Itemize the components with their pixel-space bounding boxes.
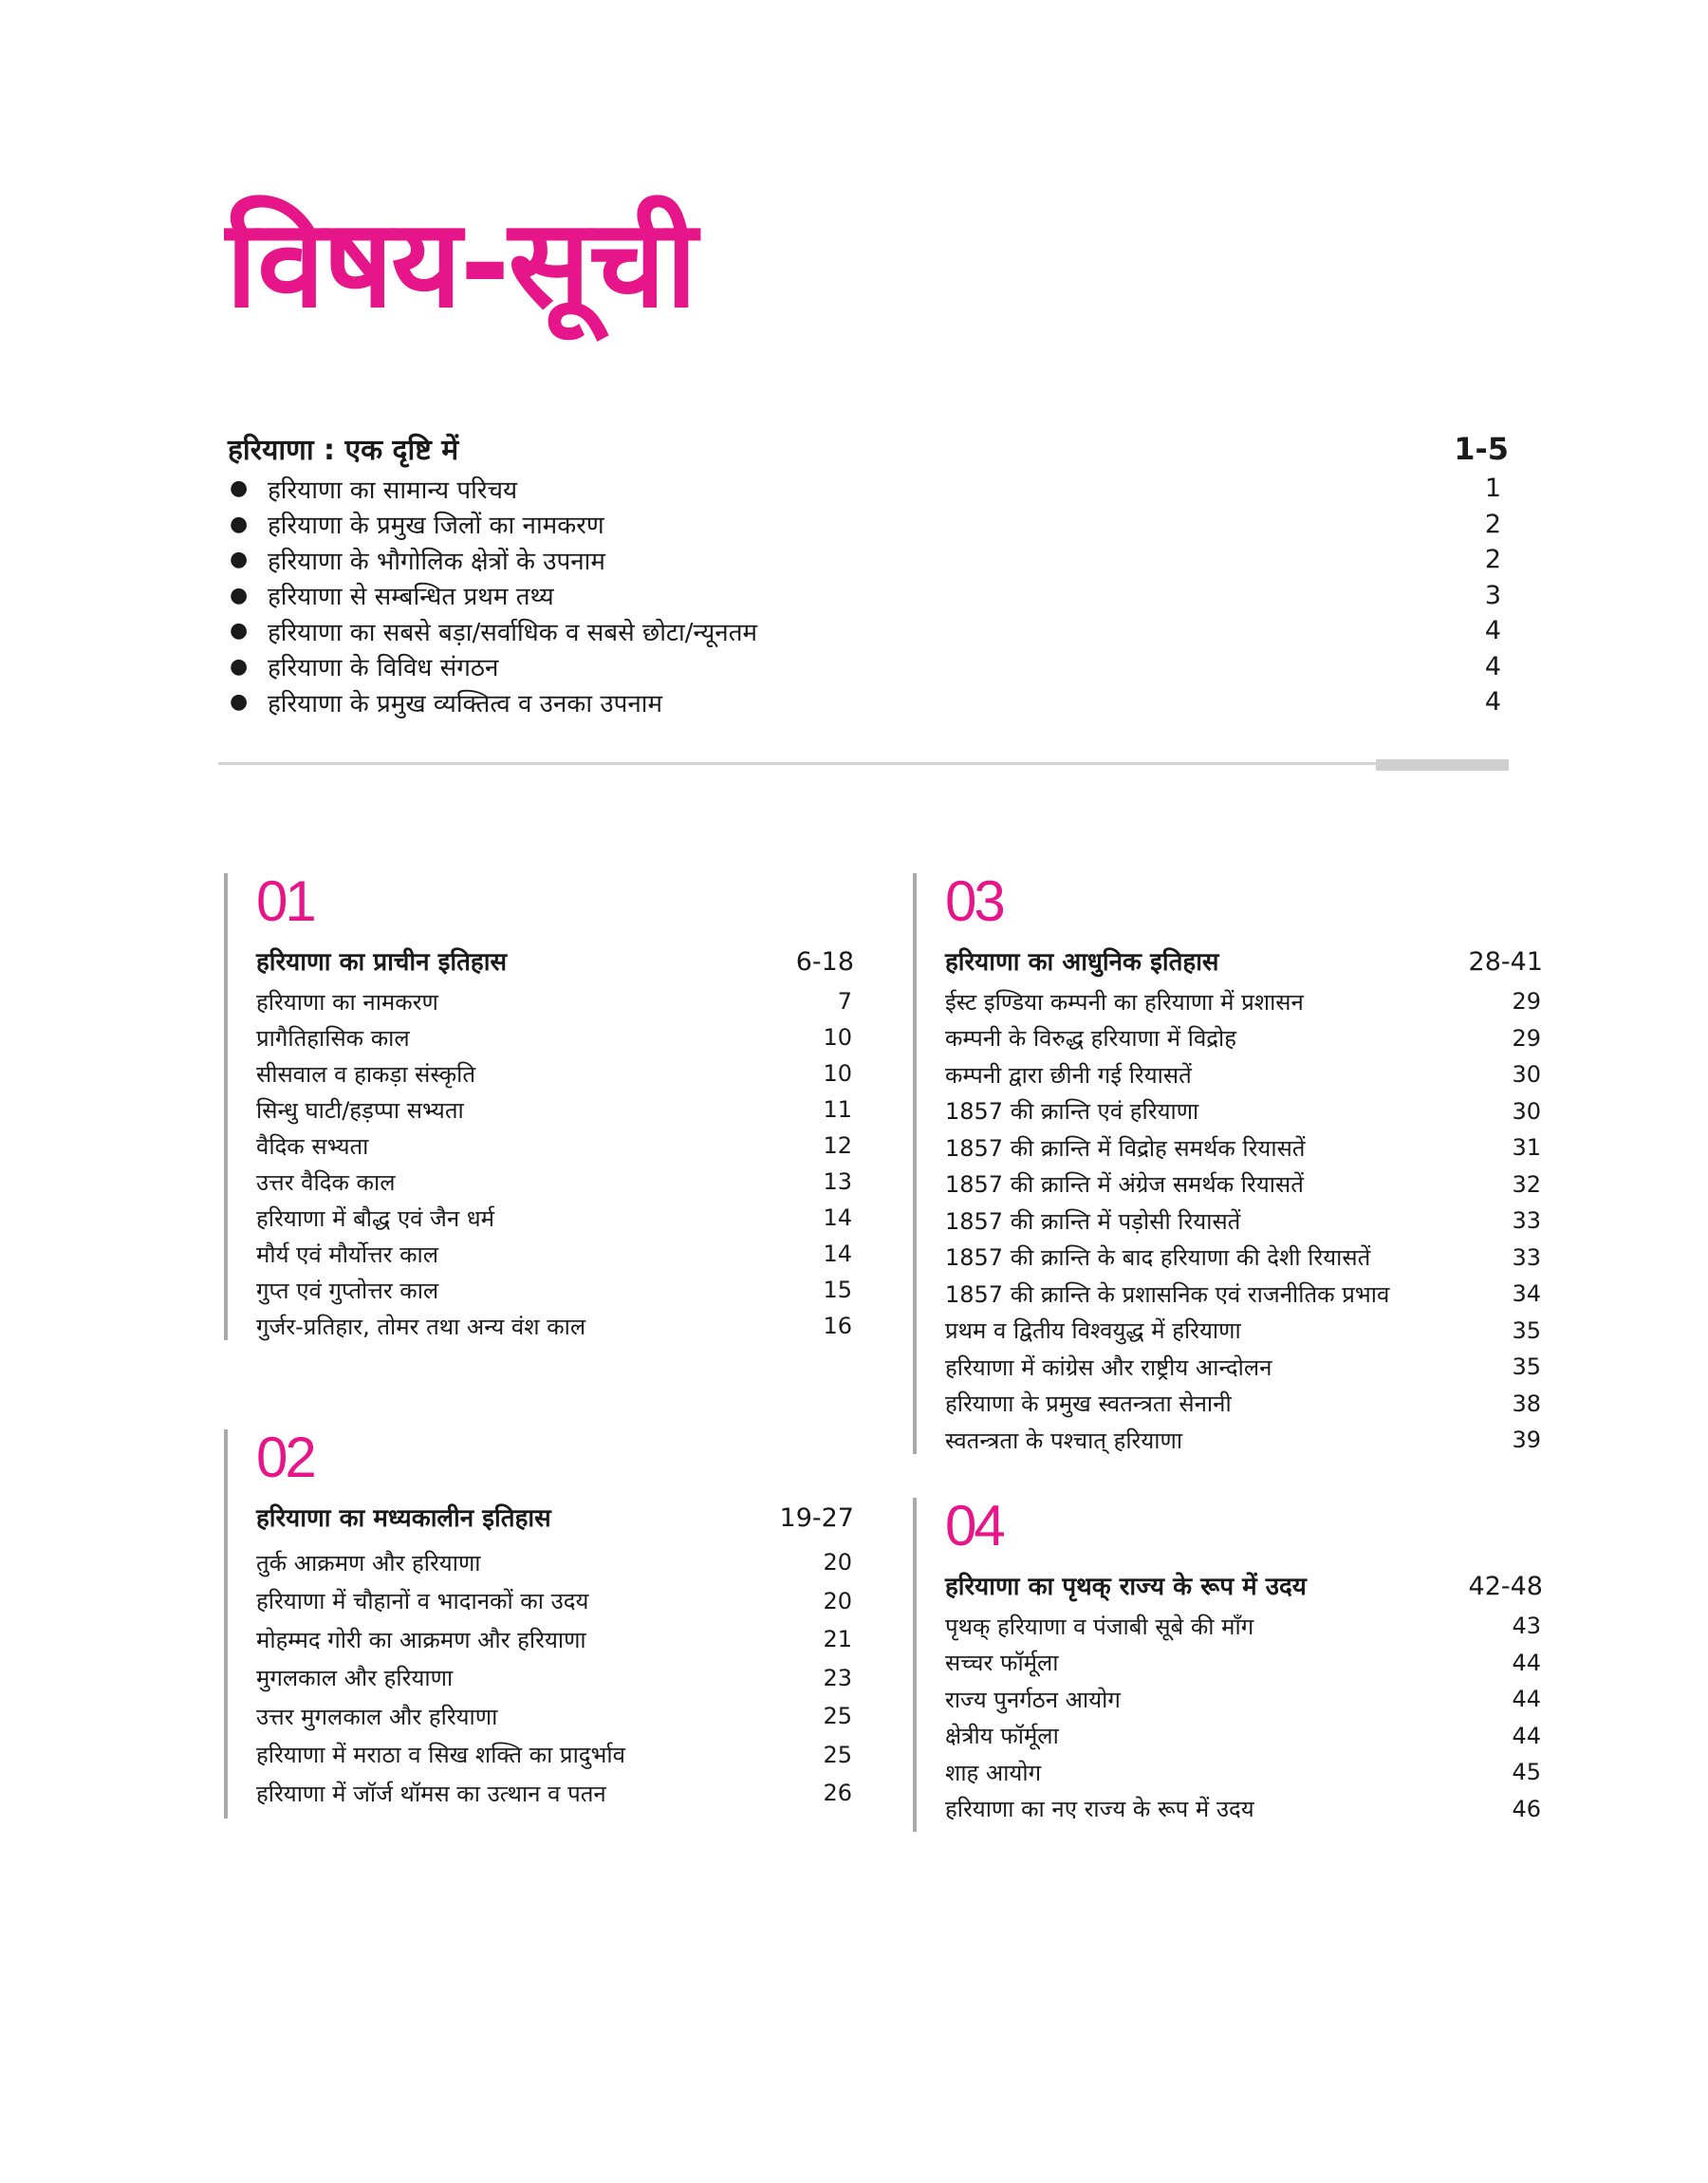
chapter-title: हरियाणा का आधुनिक इतिहास [945, 948, 1219, 977]
chapter-number: 04 [945, 1494, 1003, 1558]
toc-entry-page: 10 [823, 1060, 852, 1087]
toc-entry[interactable] [256, 1164, 854, 1200]
chapter-number: 03 [945, 869, 1003, 933]
chapter-header[interactable] [256, 1500, 854, 1534]
toc-entry-page: 33 [1512, 1207, 1541, 1235]
toc-entry[interactable] [228, 471, 1509, 507]
toc-entry-page: 16 [823, 1313, 852, 1339]
overview-block [228, 429, 1509, 720]
toc-entry[interactable] [256, 1128, 854, 1164]
toc-entry-label: 1857 की क्रान्ति एवं हरियाणा [945, 1098, 1199, 1126]
toc-entry-page: 46 [1512, 1795, 1541, 1822]
toc-entry[interactable] [256, 1736, 854, 1775]
toc-entry[interactable] [256, 1019, 854, 1055]
chapter-pages: 42-48 [1468, 1572, 1543, 1601]
toc-entry-page: 38 [1512, 1390, 1541, 1417]
toc-entry-label: मुगलकाल और हरियाणा [256, 1665, 454, 1692]
toc-entry-label: मोहम्मद गोरी का आक्रमण और हरियाणा [256, 1626, 586, 1653]
toc-entry[interactable] [228, 578, 1509, 614]
toc-entry[interactable] [945, 1240, 1543, 1277]
toc-entry-page: 2 [1484, 545, 1501, 575]
toc-entry-page: 21 [823, 1626, 852, 1653]
toc-entry[interactable] [228, 507, 1509, 543]
toc-entry[interactable] [945, 1422, 1543, 1459]
toc-entry-label: प्रथम व द्वितीय विश्वयुद्ध में हरियाणा [945, 1317, 1241, 1345]
toc-entry-page: 2 [1484, 509, 1501, 539]
chapter-04 [913, 1494, 1543, 1832]
toc-entry-label: राज्य पुनर्गठन आयोग [945, 1686, 1121, 1713]
overview-pages: 1-5 [1454, 431, 1509, 467]
toc-entry[interactable] [256, 1272, 854, 1308]
toc-entry[interactable] [945, 1093, 1543, 1130]
toc-entry-label: मौर्य एवं मौर्योत्तर काल [256, 1241, 439, 1268]
toc-entry-label: हरियाणा से सम्बन्धित प्रथम तथ्य [268, 583, 554, 612]
toc-entry[interactable] [228, 684, 1509, 720]
toc-entry-page: 45 [1512, 1759, 1541, 1786]
toc-entry-page: 13 [823, 1168, 852, 1195]
toc-entry[interactable] [945, 1129, 1543, 1166]
toc-entry-label: प्रागैतिहासिक काल [256, 1024, 410, 1052]
toc-entry-label: कम्पनी के विरुद्ध हरियाणा में विद्रोह [945, 1025, 1237, 1053]
toc-entry-page: 35 [1512, 1316, 1541, 1344]
bullet-icon: ● [230, 654, 249, 679]
toc-entry[interactable] [256, 1200, 854, 1236]
toc-entry-label: तुर्क आक्रमण और हरियाणा [256, 1549, 481, 1577]
toc-entry[interactable] [228, 649, 1509, 685]
toc-entry-page: 20 [823, 1549, 852, 1577]
toc-entry[interactable] [945, 1203, 1543, 1240]
toc-entry-label: हरियाणा का सबसे बड़ा/सर्वाधिक व सबसे छोटा/न्यूनतम [268, 618, 758, 647]
bullet-icon: ● [230, 619, 249, 644]
toc-entry-page: 44 [1512, 1722, 1541, 1749]
toc-entry-label: हरियाणा के प्रमुख स्वतन्त्रता सेनानी [945, 1390, 1232, 1418]
chapter-02 [224, 1426, 854, 1819]
toc-entry[interactable] [256, 983, 854, 1019]
toc-entry-label: 1857 की क्रान्ति के बाद हरियाणा की देशी रियासतें [945, 1244, 1371, 1272]
toc-entry-label: 1857 की क्रान्ति के प्रशासनिक एवं राजनीतिक प्रभाव [945, 1280, 1390, 1308]
toc-entry[interactable] [256, 1236, 854, 1272]
toc-entry-page: 4 [1484, 687, 1501, 718]
toc-entry[interactable] [256, 1620, 854, 1659]
toc-entry-label: स्वतन्त्रता के पश्चात् हरियाणा [945, 1427, 1183, 1454]
chapter-number: 01 [256, 869, 314, 933]
toc-entry-page: 30 [1512, 1061, 1541, 1089]
toc-entry[interactable] [945, 1718, 1543, 1755]
chapter-03 [913, 869, 1543, 1454]
toc-entry-page: 32 [1512, 1170, 1541, 1198]
toc-entry[interactable] [945, 1056, 1543, 1093]
toc-entry-label: पृथक् हरियाणा व पंजाबी सूबे की माँग [945, 1613, 1254, 1640]
toc-entry-page: 39 [1512, 1427, 1541, 1454]
toc-entry-label: वैदिक सभ्यता [256, 1132, 369, 1160]
toc-entry-page: 25 [823, 1741, 852, 1768]
chapter-number: 02 [256, 1426, 314, 1489]
chapter-01 [224, 869, 854, 1340]
chapter-header[interactable] [256, 943, 854, 978]
toc-entry-page: 44 [1512, 1686, 1541, 1713]
toc-entry-label: हरियाणा में बौद्ध एवं जैन धर्म [256, 1204, 494, 1232]
overview-header [228, 429, 1509, 471]
toc-entry[interactable] [256, 1055, 854, 1092]
bullet-icon: ● [230, 583, 249, 607]
toc-entry[interactable] [945, 1276, 1543, 1313]
toc-entry-page: 3 [1484, 580, 1501, 610]
toc-entry-page: 11 [823, 1096, 852, 1123]
toc-entry[interactable] [256, 1308, 854, 1344]
page-title: विषय-सूची [226, 194, 696, 335]
toc-entry-page: 30 [1512, 1097, 1541, 1125]
chapter-pages: 28-41 [1468, 947, 1543, 977]
toc-entry-page: 4 [1484, 651, 1501, 681]
toc-entry-page: 7 [837, 988, 852, 1015]
toc-entry-page: 29 [1512, 988, 1541, 1016]
toc-entry-page: 31 [1512, 1134, 1541, 1162]
toc-entry-label: हरियाणा में कांग्रेस और राष्ट्रीय आन्दोलन [945, 1353, 1272, 1381]
toc-entry-page: 26 [823, 1780, 852, 1807]
bullet-icon: ● [230, 512, 249, 536]
toc-entry-page: 14 [823, 1241, 852, 1267]
toc-entry-label: गुप्त एवं गुप्तोत्तर काल [256, 1277, 439, 1304]
toc-entry-page: 23 [823, 1664, 852, 1691]
chapter-header[interactable] [945, 1568, 1543, 1602]
toc-entry[interactable] [945, 1791, 1543, 1828]
toc-entry[interactable] [228, 542, 1509, 578]
toc-entry-label: सीसवाल व हाकड़ा संस्कृति [256, 1060, 476, 1088]
toc-entry[interactable] [945, 1166, 1543, 1203]
toc-entry[interactable] [945, 1681, 1543, 1718]
toc-entry-label: शाह आयोग [945, 1759, 1042, 1786]
bullet-icon: ● [230, 476, 249, 501]
toc-entry-page: 25 [823, 1703, 852, 1730]
toc-entry-label: हरियाणा का सामान्य परिचय [268, 476, 518, 505]
toc-entry-page: 35 [1512, 1353, 1541, 1381]
toc-entry-label: 1857 की क्रान्ति में विद्रोह समर्थक रियासतें [945, 1134, 1306, 1162]
toc-entry-label: हरियाणा में चौहानों व भादानकों का उदय [256, 1588, 589, 1615]
chapter-pages: 6-18 [795, 947, 854, 977]
toc-entry-page: 12 [823, 1132, 852, 1159]
toc-entry-page: 4 [1484, 616, 1501, 646]
toc-entry-page: 1 [1484, 474, 1501, 504]
toc-entry-label: गुर्जर-प्रतिहार, तोमर तथा अन्य वंश काल [256, 1313, 586, 1340]
toc-entry-label: क्षेत्रीय फॉर्मूला [945, 1723, 1059, 1750]
toc-entry-label: हरियाणा के विविध संगठन [268, 654, 499, 683]
toc-entry-label: ईस्ट इण्डिया कम्पनी का हरियाणा में प्रशासन [945, 988, 1304, 1016]
chapter-title: हरियाणा का मध्यकालीन इतिहास [256, 1504, 551, 1533]
toc-entry[interactable] [945, 1349, 1543, 1386]
overview-heading[interactable]: हरियाणा : एक दृष्टि में [228, 434, 459, 467]
toc-entry-label: कम्पनी द्वारा छीनी गई रियासतें [945, 1061, 1192, 1089]
chapter-header[interactable] [945, 943, 1543, 978]
toc-entry-label: उत्तर मुगलकाल और हरियाणा [256, 1703, 498, 1730]
toc-entry-label: 1857 की क्रान्ति में पड़ोसी रियासतें [945, 1207, 1241, 1235]
toc-entry-label: हरियाणा में मराठा व सिख शक्ति का प्रादुर्भाव [256, 1742, 625, 1769]
toc-entry-label: सच्चर फॉर्मूला [945, 1650, 1059, 1677]
toc-entry-page: 20 [823, 1587, 852, 1614]
toc-entry-page: 29 [1512, 1024, 1541, 1052]
overview-list [228, 471, 1509, 720]
bullet-icon: ● [230, 548, 249, 572]
toc-entry-label: हरियाणा का नए राज्य के रूप में उदय [945, 1796, 1254, 1823]
toc-entry[interactable] [945, 1645, 1543, 1682]
toc-entry[interactable] [945, 1386, 1543, 1423]
toc-entry-page: 15 [823, 1277, 852, 1303]
toc-entry-label: हरियाणा के भौगोलिक क्षेत्रों के उपनाम [268, 547, 605, 576]
divider-line [218, 762, 1509, 765]
toc-entry[interactable] [945, 1608, 1543, 1645]
toc-entry-label: सिन्धु घाटी/हड़प्पा सभ्यता [256, 1096, 464, 1124]
toc-entry[interactable] [256, 1582, 854, 1621]
toc-entry-label: हरियाणा के प्रमुख जिलों का नामकरण [268, 512, 604, 541]
toc-entry-label: हरियाणा के प्रमुख व्यक्तित्व व उनका उपनाम [268, 689, 663, 718]
toc-entry[interactable] [256, 1774, 854, 1813]
toc-entry-label: हरियाणा का नामकरण [256, 988, 438, 1016]
toc-entry[interactable] [945, 1020, 1543, 1057]
toc-entry-page: 10 [823, 1024, 852, 1051]
divider-accent [1376, 759, 1509, 771]
toc-entry[interactable] [256, 1543, 854, 1582]
toc-entry[interactable] [228, 613, 1509, 649]
toc-entry-page: 34 [1512, 1280, 1541, 1308]
toc-entry-page: 33 [1512, 1243, 1541, 1271]
toc-entry-label: 1857 की क्रान्ति में अंग्रेज समर्थक रियासतें [945, 1171, 1304, 1199]
toc-entry[interactable] [256, 1697, 854, 1736]
toc-entry[interactable] [945, 1313, 1543, 1350]
toc-entry[interactable] [256, 1092, 854, 1128]
toc-entry-label: उत्तर वैदिक काल [256, 1168, 396, 1196]
chapter-title: हरियाणा का पृथक् राज्य के रूप में उदय [945, 1573, 1307, 1601]
toc-entry-page: 44 [1512, 1649, 1541, 1676]
toc-entry-label: हरियाणा में जॉर्ज थॉमस का उत्थान व पतन [256, 1780, 606, 1807]
toc-entry-page: 43 [1512, 1613, 1541, 1640]
chapter-pages: 19-27 [779, 1503, 854, 1533]
toc-entry[interactable] [945, 1754, 1543, 1791]
chapter-title: हरियाणा का प्राचीन इतिहास [256, 948, 508, 977]
bullet-icon: ● [230, 690, 249, 715]
toc-entry[interactable] [945, 983, 1543, 1020]
toc-entry-page: 14 [823, 1204, 852, 1231]
toc-entry[interactable] [256, 1659, 854, 1698]
